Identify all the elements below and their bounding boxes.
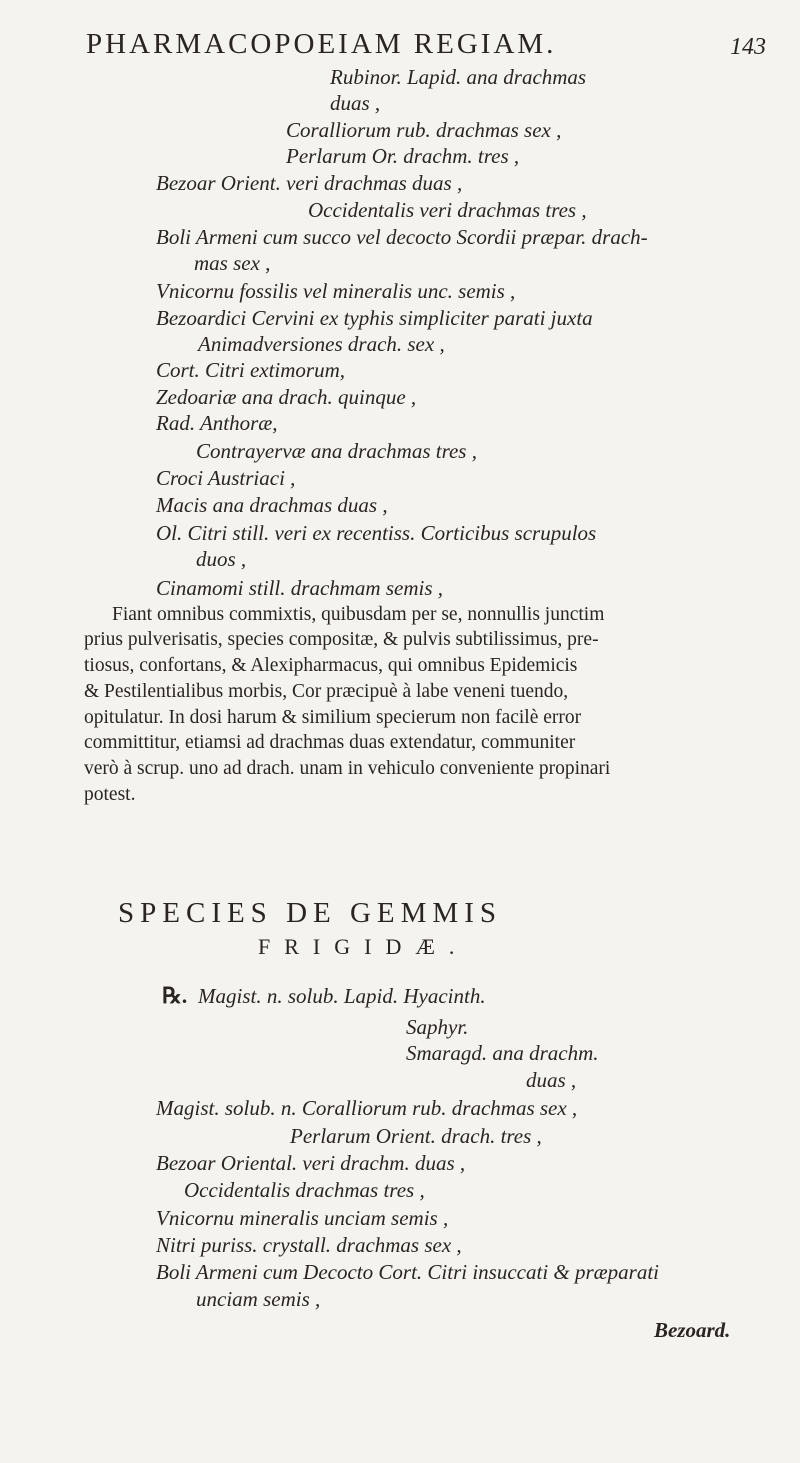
recipe-line: duas , bbox=[526, 1068, 577, 1092]
page-number: 143 bbox=[730, 34, 766, 60]
recipe-line: Occidentalis drachmas tres , bbox=[184, 1178, 425, 1202]
recipe-line: unciam semis , bbox=[196, 1287, 321, 1311]
recipe-line: Contrayervæ ana drachmas tres , bbox=[196, 439, 477, 463]
recipe-line: Perlarum Orient. drach. tres , bbox=[290, 1124, 542, 1148]
recipe-line: Animadversiones drach. sex , bbox=[198, 332, 445, 356]
paragraph-line: tiosus, confortans, & Alexipharmacus, qui omnibus Epidemicis bbox=[84, 655, 578, 676]
paragraph-line: verò à scrup. uno ad drach. unam in vehiculo conveniente propinari bbox=[84, 758, 611, 779]
recipe-line: Smaragd. ana drachm. bbox=[406, 1041, 599, 1065]
page-header bbox=[86, 20, 766, 60]
recipe-line: Macis ana drachmas duas , bbox=[156, 493, 388, 517]
recipe-line: Boli Armeni cum succo vel decocto Scordii præpar. drach- bbox=[156, 225, 648, 249]
recipe-line: Croci Austriaci , bbox=[156, 466, 296, 490]
paragraph-line: committitur, etiamsi ad drachmas duas extendatur, communiter bbox=[84, 732, 576, 753]
paragraph-line: Fiant omnibus commixtis, quibusdam per se, nonnullis junctim bbox=[112, 604, 605, 625]
recipe-line: Ol. Citri still. veri ex recentiss. Corticibus scrupulos bbox=[156, 521, 597, 545]
recipe-line: Bezoar Oriental. veri drachm. duas , bbox=[156, 1151, 466, 1175]
recipe-line: Cort. Citri extimorum, bbox=[156, 358, 346, 382]
catchword: Bezoard. bbox=[654, 1318, 731, 1342]
recipe-line: Bezoardici Cervini ex typhis simpliciter parati juxta bbox=[156, 306, 593, 330]
recipe-line: Bezoar Orient. veri drachmas duas , bbox=[156, 171, 463, 195]
recipe-line: Rad. Anthoræ, bbox=[156, 411, 278, 435]
paragraph-line: & Pestilentialibus morbis, Cor præcipuè à labe veneni tuendo, bbox=[84, 681, 569, 702]
recipe-line: Vnicornu fossilis vel mineralis unc. semis , bbox=[156, 279, 516, 303]
paragraph-line: potest. bbox=[84, 784, 136, 805]
recipe-line: duos , bbox=[196, 547, 247, 571]
recipe-symbol: ℞. bbox=[162, 983, 188, 1008]
recipe-line: Rubinor. Lapid. ana drachmas bbox=[330, 65, 587, 89]
recipe-line: Magist. solub. n. Coralliorum rub. drachmas sex , bbox=[156, 1096, 578, 1120]
recipe-line: Saphyr. bbox=[406, 1015, 469, 1039]
recipe-line: Occidentalis veri drachmas tres , bbox=[308, 198, 587, 222]
section-title: SPECIES DE GEMMIS bbox=[118, 897, 502, 929]
recipe-line: Vnicornu mineralis unciam semis , bbox=[156, 1206, 449, 1230]
recipe-line: Coralliorum rub. drachmas sex , bbox=[286, 118, 562, 142]
paragraph-line: opitulatur. In dosi harum & similium specierum non facilè error bbox=[84, 707, 582, 728]
recipe-line: Nitri puriss. crystall. drachmas sex , bbox=[156, 1233, 462, 1257]
recipe-line: duas , bbox=[330, 91, 381, 115]
recipe-line: Magist. n. solub. Lapid. Hyacinth. bbox=[198, 984, 486, 1008]
running-title: PHARMACOPOEIAM REGIAM. bbox=[86, 28, 557, 60]
recipe-line: mas sex , bbox=[194, 251, 271, 275]
section-subtitle: FRIGIDÆ. bbox=[258, 934, 469, 959]
recipe-line: Zedoariæ ana drach. quinque , bbox=[156, 385, 417, 409]
paragraph-line: prius pulverisatis, species compositæ, & pulvis subtilissimus, pre- bbox=[84, 629, 599, 650]
recipe-line: Boli Armeni cum Decocto Cort. Citri insuccati & præparati bbox=[156, 1260, 660, 1284]
recipe-line: Perlarum Or. drachm. tres , bbox=[286, 144, 520, 168]
recipe-line: Cinamomi still. drachmam semis , bbox=[156, 576, 444, 600]
